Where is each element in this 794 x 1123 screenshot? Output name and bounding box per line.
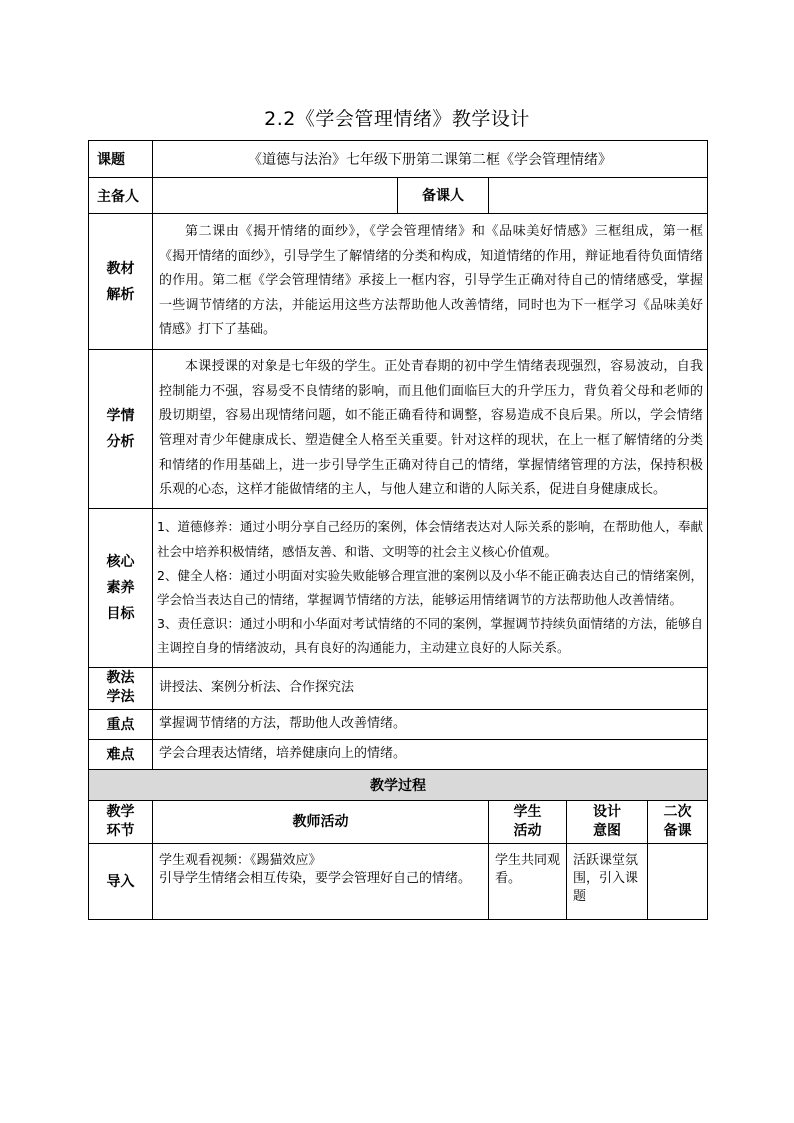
difficulty-text: 学会合理表达情绪，培养健康向上的情绪。: [153, 740, 708, 770]
topic-row: [89, 141, 708, 178]
co-preparer-label: 备课人: [398, 178, 489, 214]
process-header: 教学过程: [89, 770, 708, 801]
goal-item: 2、健全人格：通过小明面对实验失败能够合理宣泄的案例以及小华不能正确表达自己的情绪案例，学会恰当表达自己的情绪，掌握调节情绪的方法，能够运用情绪调节的方法帮助他人改善情绪。: [157, 567, 703, 607]
goals-label: [89, 509, 153, 668]
student-analysis-label-text: 学情分析: [106, 408, 135, 450]
goals-label-text: 核心素养目标: [106, 554, 135, 622]
material-text: 第二课由《揭开情绪的面纱》，《学会管理情绪》和《品味美好情感》三框组成，第一框《揭开情绪的面纱》，引导学生了解情绪的分类和构成，知道情绪的作用，辩证地看待负面情绪的作用。第二框《学会管理情绪》承接上一框内容，引导学生正确对待自己的情绪感受，掌握一些调节情绪的方法，并能运用这些方法帮助他人改善情绪，同时也为下一框学习《品味美好情感》打下了基础。: [159, 224, 703, 338]
lesson-plan-table: [88, 140, 708, 920]
goal-item: 1、道德修养：通过小明分享自己经历的案例，体会情绪表达对人际关系的影响，在帮助他人，奉献社会中培养积极情绪，感悟友善、和谐、文明等的社会主义核心价值观。: [157, 519, 703, 559]
difficulty-label: 难点: [89, 740, 153, 770]
co-preparer-value: [489, 178, 708, 214]
student-analysis-text: 本课授课的对象是七年级的学生。正处青春期的初中学生情绪表现强烈，容易波动，自我控制能力不强，容易受不良情绪的影响，而且他们面临巨大的升学压力，背负着父母和老师的殷切期望，容易出现情绪问题，如不能正确看待和调整，容易造成不良后果。所以，学会情绪管理对青少年健康成长、塑造健全人格至关重要。针对这样的现状，在上一框了解情绪的分类和情绪的作用基础上，进一步引导学生正确对待自己的情绪，掌握情绪管理的方法，保持积极乐观的心态，这样才能做情绪的主人，与他人建立和谐的人际关系，促进自身健康成长。: [159, 359, 703, 498]
teacher-activity-line: 引导学生情绪会相互传染，要学会管理好自己的情绪。: [159, 871, 472, 886]
stage-cell: 导入: [89, 844, 153, 920]
method-label: [89, 668, 153, 710]
key-label: 重点: [89, 710, 153, 740]
method-row: [89, 668, 708, 710]
intent-cell: 活跃课堂氛围，引入课题: [567, 844, 648, 920]
column-header-intent-text: 设计意图: [593, 803, 621, 839]
student-activity-cell: 学生共同观看。: [489, 844, 567, 920]
preparer-label: 主备人: [89, 178, 153, 214]
column-header-teacher: 教师活动: [153, 801, 489, 844]
teacher-activity-line: 学生观看视频：《踢猫效应》: [159, 853, 322, 868]
material-label-text: 教材解析: [106, 260, 135, 303]
page-title: 2.2《学会管理情绪》教学设计: [264, 108, 530, 130]
material-row: [89, 214, 708, 350]
topic-value: 《道德与法治》七年级下册第二课第二框《学会管理情绪》: [153, 141, 708, 178]
method-label-text: 教法学法: [106, 670, 135, 705]
student-analysis-cell: [153, 350, 708, 509]
goal-item: 3、责任意识：通过小明和小华面对考试情绪的不同的案例，掌握调节持续负面情绪的方法，能够自主调控自身的情绪波动，具有良好的沟通能力，主动建立良好的人际关系。: [157, 616, 703, 656]
key-row: [89, 710, 708, 740]
process-row-intro: [89, 844, 708, 920]
process-columns-row: [89, 801, 708, 844]
material-text-cell: [153, 214, 708, 350]
column-header-stage-text: 教学环节: [106, 803, 135, 839]
method-text: 讲授法、案例分析法、合作探究法: [153, 668, 708, 710]
column-header-second-text: 二次备课: [663, 803, 692, 839]
difficulty-row: [89, 740, 708, 770]
column-header-student: [489, 801, 567, 844]
preparer-value: [153, 178, 398, 214]
process-header-row: [89, 770, 708, 801]
column-header-intent: [567, 801, 648, 844]
column-header-stage: [89, 801, 153, 844]
column-header-second: [648, 801, 708, 844]
material-label: [89, 214, 153, 350]
goals-cell: [153, 509, 708, 668]
column-header-student-text: 学生活动: [513, 803, 542, 839]
goals-row: [89, 509, 708, 668]
student-analysis-row: [89, 350, 708, 509]
preparer-row: [89, 178, 708, 214]
key-text: 掌握调节情绪的方法，帮助他人改善情绪。: [153, 710, 708, 740]
student-analysis-label: [89, 350, 153, 509]
second-prep-cell: [648, 844, 708, 920]
topic-label: 课题: [89, 141, 153, 178]
teacher-activity-cell: [153, 844, 489, 920]
